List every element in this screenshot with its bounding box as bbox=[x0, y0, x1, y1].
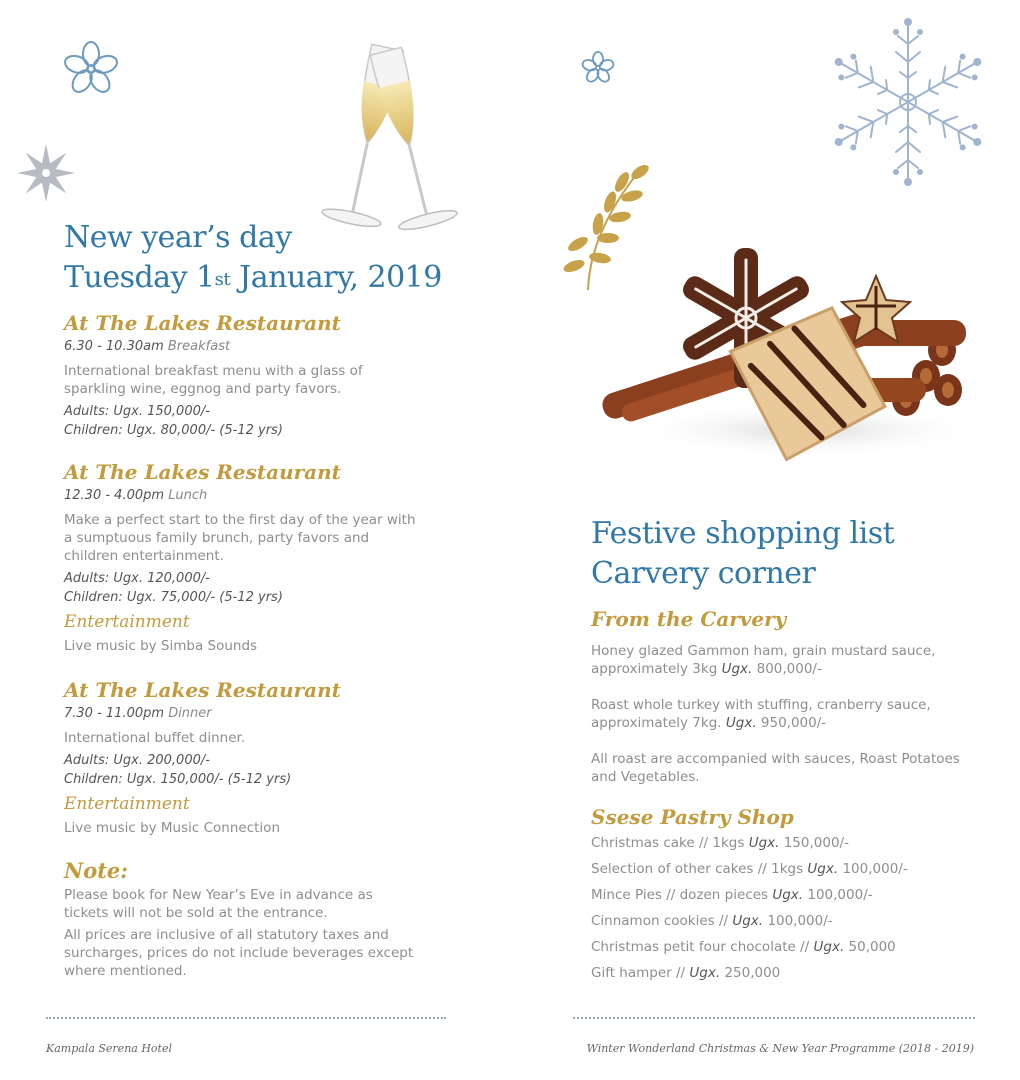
snowflake-icon bbox=[830, 14, 986, 190]
list-item: Gift hamper // Ugx. 250,000 bbox=[591, 965, 781, 981]
section-description: International buffet dinner. bbox=[64, 730, 246, 746]
left-divider bbox=[46, 1017, 446, 1019]
children-price: Children: Ugx. 80,000/- (5-12 yrs) bbox=[64, 423, 283, 438]
children-price: Children: Ugx. 75,000/- (5-12 yrs) bbox=[64, 590, 283, 605]
lunch-section bbox=[64, 459, 424, 655]
section-description: Make a perfect start to the first day of the year with a sumptuous family brunch, party favors and children entertainment. bbox=[64, 512, 416, 564]
list-item: Cinnamon cookies // Ugx. 100,000/- bbox=[591, 913, 833, 929]
section-heading: At The Lakes Restaurant bbox=[64, 678, 341, 702]
note-text-1: Please book for New Year’s Eve in advance as tickets will not be sold at the entrance. bbox=[64, 887, 373, 921]
section-time: 6.30 - 10.30am Breakfast bbox=[64, 339, 231, 354]
carvery-item: Honey glazed Gammon ham, grain mustard sauce, approximately 3kg Ugx. 800,000/- bbox=[591, 643, 936, 677]
pastry-section bbox=[591, 804, 971, 986]
title-line-1: New year’s day bbox=[64, 220, 292, 255]
title-line-2: Carvery corner bbox=[591, 556, 816, 591]
carvery-note: All roast are accompanied with sauces, Roast Potatoes and Vegetables. bbox=[591, 751, 960, 785]
section-heading: At The Lakes Restaurant bbox=[64, 460, 341, 484]
right-page-title bbox=[591, 514, 991, 594]
list-item: Christmas petit four chocolate // Ugx. 50,000 bbox=[591, 939, 896, 955]
left-page-title bbox=[64, 218, 484, 298]
adult-price: Adults: Ugx. 200,000/- bbox=[64, 753, 210, 768]
footer-left: Kampala Serena Hotel bbox=[46, 1042, 172, 1055]
list-item: Selection of other cakes // 1kgs Ugx. 100,000/- bbox=[591, 861, 908, 877]
title-line-1: Festive shopping list bbox=[591, 516, 895, 551]
adult-price: Adults: Ugx. 120,000/- bbox=[64, 571, 210, 586]
title-line-2: Tuesday 1st January, 2019 bbox=[64, 260, 442, 295]
note-section bbox=[64, 858, 419, 980]
pastry-list bbox=[591, 830, 971, 986]
carvery-section bbox=[591, 606, 963, 786]
carvery-item: Roast whole turkey with stuffing, cranberry sauce, approximately 7kg. Ugx. 950,000/- bbox=[591, 697, 931, 731]
note-text-2: All prices are inclusive of all statutory taxes and surcharges, prices do not include beverages except where mentioned. bbox=[64, 927, 414, 979]
entertainment-heading: Entertainment bbox=[64, 794, 190, 814]
entertainment-text: Live music by Simba Sounds bbox=[64, 638, 258, 654]
list-item: Mince Pies // dozen pieces Ugx. 100,000/- bbox=[591, 887, 873, 903]
section-time: 12.30 - 4.00pm Lunch bbox=[64, 488, 208, 503]
list-item: Christmas cake // 1kgs Ugx. 150,000/- bbox=[591, 835, 849, 851]
pastry-heading: Ssese Pastry Shop bbox=[591, 805, 794, 829]
children-price: Children: Ugx. 150,000/- (5-12 yrs) bbox=[64, 772, 292, 787]
carvery-heading: From the Carvery bbox=[591, 607, 787, 631]
section-time: 7.30 - 11.00pm Dinner bbox=[64, 706, 212, 721]
champagne-glasses-image bbox=[300, 40, 480, 245]
entertainment-heading: Entertainment bbox=[64, 612, 190, 632]
right-divider bbox=[573, 1017, 975, 1019]
breakfast-section bbox=[64, 310, 424, 440]
section-description: International breakfast menu with a glass of sparkling wine, eggnog and party favors. bbox=[64, 363, 363, 397]
footer-right: Winter Wonderland Christmas & New Year Programme (2018 - 2019) bbox=[586, 1042, 974, 1055]
flower-outline-icon bbox=[60, 38, 122, 100]
entertainment-text: Live music by Music Connection bbox=[64, 820, 280, 836]
note-heading: Note: bbox=[64, 858, 129, 883]
section-heading: At The Lakes Restaurant bbox=[64, 311, 341, 335]
cinnamon-cookies-image bbox=[596, 240, 988, 465]
adult-price: Adults: Ugx. 150,000/- bbox=[64, 404, 210, 419]
small-flower-icon bbox=[580, 50, 616, 86]
star-flower-icon bbox=[14, 140, 78, 206]
dinner-section bbox=[64, 677, 424, 837]
